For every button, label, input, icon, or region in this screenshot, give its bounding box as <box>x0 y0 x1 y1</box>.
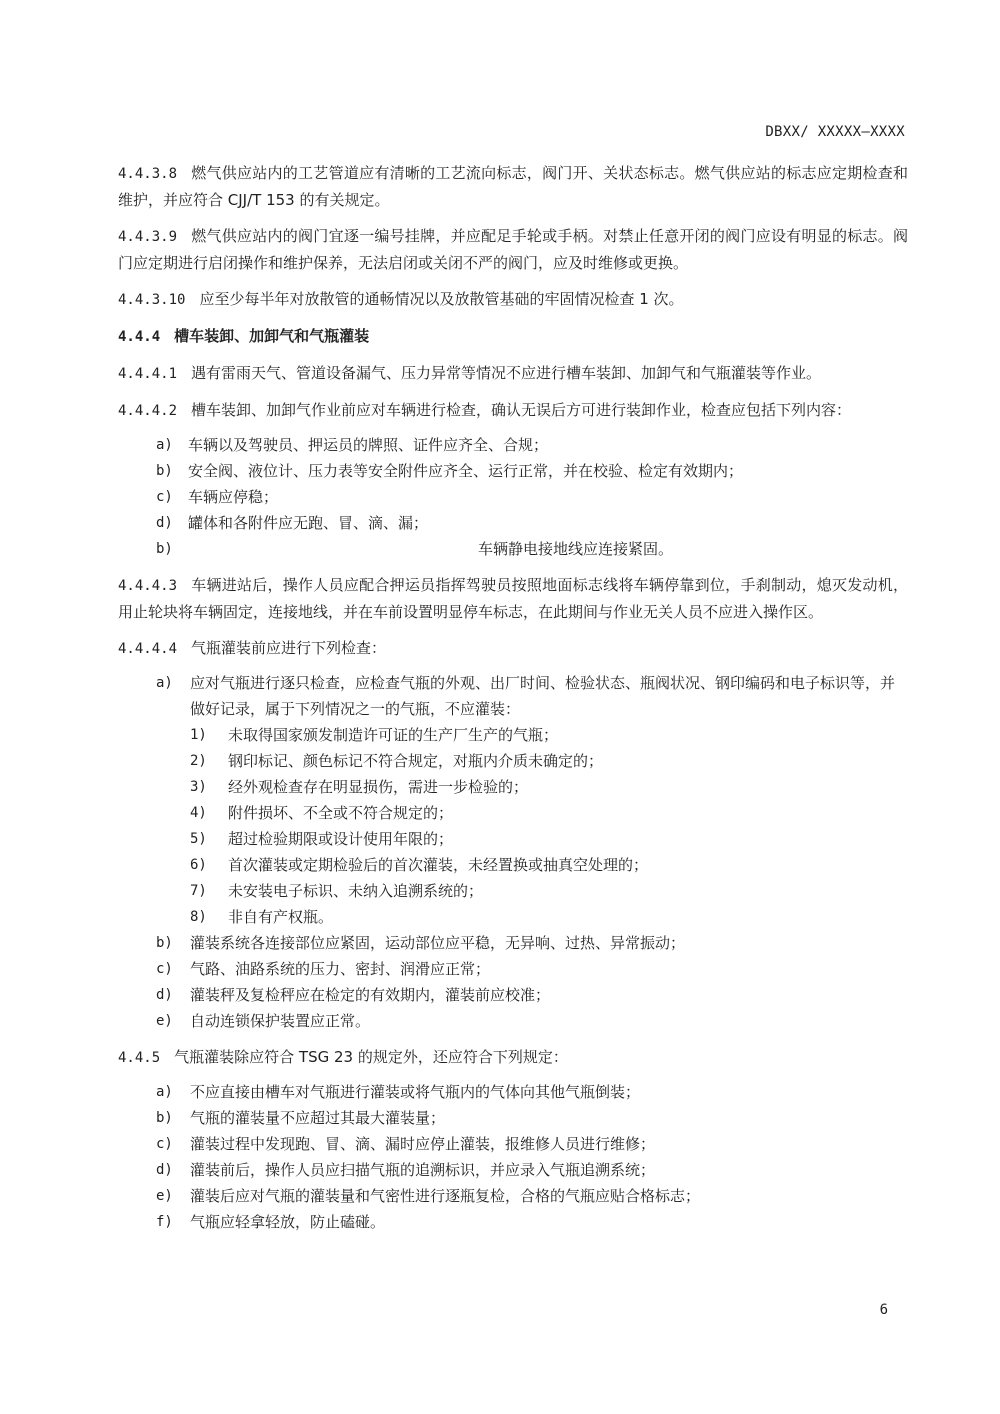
clause-number: 4.4.3.10 <box>118 292 186 308</box>
clause-number: 4.4.3.8 <box>118 166 178 182</box>
item-label: 4) <box>190 805 207 821</box>
sublist-item <box>118 878 908 904</box>
item-text: 气路、油路系统的压力、密封、润滑应正常； <box>190 960 491 978</box>
item-text: 气瓶应轻拿轻放，防止磕碰。 <box>190 1213 386 1231</box>
item-label: 5) <box>190 831 207 847</box>
item-text: 灌装前后，操作人员应扫描气瓶的追溯标识，并应录入气瓶追溯系统； <box>190 1161 656 1179</box>
section-heading-4-4-4 <box>118 323 908 350</box>
item-label: 8) <box>190 909 207 925</box>
clause-4-4-4-2 <box>118 397 908 424</box>
clause-4-4-5 <box>118 1044 908 1071</box>
item-label: e) <box>156 1188 173 1204</box>
item-label: b) <box>156 1110 173 1126</box>
item-text: 非自有产权瓶。 <box>228 908 334 926</box>
list-item <box>118 432 908 458</box>
sublist-item <box>118 722 908 748</box>
clause-text: 槽车装卸、加卸气作业前应对车辆进行检查，确认无误后方可进行装卸作业，检查应包括下列内容： <box>191 401 852 419</box>
list-item <box>118 1105 908 1131</box>
clause-4-4-3-10 <box>118 286 908 313</box>
filling-rules-list <box>118 1079 908 1235</box>
item-label: f) <box>156 1214 173 1230</box>
sublist-item <box>118 826 908 852</box>
clause-number: 4.4.4.2 <box>118 403 178 419</box>
clause-4-4-4-3 <box>118 572 908 625</box>
item-text: 灌装系统各连接部位应紧固，运动部位应平稳，无异响、过热、异常振动； <box>190 934 686 952</box>
item-label: b) <box>156 463 173 479</box>
list-item <box>118 956 908 982</box>
item-text: 经外观检查存在明显损伤，需进一步检验的； <box>228 778 529 796</box>
clause-4-4-4-4 <box>118 635 908 662</box>
clause-4-4-4-1 <box>118 360 908 387</box>
document-body <box>118 160 908 1245</box>
clause-number: 4.4.4.1 <box>118 366 178 382</box>
item-label: 7) <box>190 883 207 899</box>
item-text: 车辆静电接地线应连接紧固。 <box>478 540 674 558</box>
item-text: 未取得国家颁发制造许可证的生产厂生产的气瓶； <box>228 726 559 744</box>
item-label: 3) <box>190 779 207 795</box>
list-item <box>118 536 908 562</box>
list-item <box>118 1008 908 1034</box>
item-label: 6) <box>190 857 207 873</box>
clause-text: 遇有雷雨天气、管道设备漏气、压力异常等情况不应进行槽车装卸、加卸气和气瓶灌装等作业。 <box>191 364 822 382</box>
item-label: b) <box>156 935 173 951</box>
item-text: 灌装过程中发现跑、冒、滴、漏时应停止灌装，报维修人员进行维修； <box>190 1135 656 1153</box>
clause-text: 气瓶灌装除应符合 TSG 23 的规定外，还应符合下列规定： <box>174 1048 568 1066</box>
item-label: a) <box>156 1084 173 1100</box>
clause-number: 4.4.4.4 <box>118 641 178 657</box>
list-item <box>118 458 908 484</box>
item-label: c) <box>156 961 173 977</box>
item-label: e) <box>156 1013 173 1029</box>
clause-4-4-3-8 <box>118 160 908 213</box>
sublist-item <box>118 904 908 930</box>
item-text: 罐体和各附件应无跑、冒、滴、漏； <box>188 514 429 532</box>
item-text: 车辆应停稳； <box>188 488 279 506</box>
cylinder-check-list <box>118 670 908 1034</box>
clause-number: 4.4.4.3 <box>118 578 178 594</box>
list-item <box>118 930 908 956</box>
item-label: a) <box>156 675 173 691</box>
clause-4-4-3-9 <box>118 223 908 276</box>
item-label: c) <box>156 1136 173 1152</box>
list-item <box>118 1157 908 1183</box>
sublist-item <box>118 774 908 800</box>
clause-text: 车辆进站后，操作人员应配合押运员指挥驾驶员按照地面标志线将车辆停靠到位，手刹制动，熄灭发动机，用止轮块将车辆固定，连接地线，并在车前设置明显停车标志，在此期间与作业无关人员不应进入操作区。 <box>118 576 908 621</box>
item-label: b) <box>156 541 173 557</box>
list-item <box>118 1183 908 1209</box>
vehicle-check-list <box>118 432 908 562</box>
item-text: 钢印标记、颜色标记不符合规定，对瓶内介质未确定的； <box>228 752 604 770</box>
item-text: 应对气瓶进行逐只检查，应检查气瓶的外观、出厂时间、检验状态、瓶阀状况、钢印编码和电子标识等，并做好记录，属于下列情况之一的气瓶，不应灌装： <box>190 674 896 718</box>
list-item <box>118 1209 908 1235</box>
item-label: 1) <box>190 727 207 743</box>
item-text: 超过检验期限或设计使用年限的； <box>228 830 454 848</box>
section-number: 4.4.4 <box>118 329 161 345</box>
item-text: 不应直接由槽车对气瓶进行灌装或将气瓶内的气体向其他气瓶倒装； <box>190 1083 641 1101</box>
item-text: 首次灌装或定期检验后的首次灌装，未经置换或抽真空处理的； <box>228 856 649 874</box>
list-item <box>118 1131 908 1157</box>
list-item <box>118 510 908 536</box>
item-label: d) <box>156 987 173 1003</box>
item-text: 气瓶的灌装量不应超过其最大灌装量； <box>190 1109 446 1127</box>
item-text: 灌装后应对气瓶的灌装量和气密性进行逐瓶复检，合格的气瓶应贴合格标志； <box>190 1187 701 1205</box>
clause-text: 气瓶灌装前应进行下列检查： <box>191 639 387 657</box>
item-label: d) <box>156 1162 173 1178</box>
item-text: 附件损坏、不全或不符合规定的； <box>228 804 454 822</box>
standard-code: DBXX/ XXXXX—XXXX <box>765 124 905 140</box>
sublist-item <box>118 748 908 774</box>
item-label: a) <box>156 437 173 453</box>
item-label: 2) <box>190 753 207 769</box>
sublist-item <box>118 800 908 826</box>
cylinder-reject-sublist <box>118 722 908 930</box>
section-title: 槽车装卸、加卸气和气瓶灌装 <box>174 327 370 345</box>
clause-text: 应至少每半年对放散管的通畅情况以及放散管基础的牢固情况检查 1 次。 <box>199 290 684 308</box>
list-item <box>118 670 908 722</box>
clause-text: 燃气供应站内的阀门宜逐一编号挂牌，并应配足手轮或手柄。对禁止任意开闭的阀门应设有明显的标志。阀门应定期进行启闭操作和维护保养，无法启闭或关闭不严的阀门，应及时维修或更换。 <box>118 227 908 272</box>
item-text: 安全阀、液位计、压力表等安全附件应齐全、运行正常，并在校验、检定有效期内； <box>188 462 744 480</box>
clause-number: 4.4.5 <box>118 1050 161 1066</box>
item-text: 自动连锁保护装置应正常。 <box>190 1012 371 1030</box>
item-text: 未安装电子标识、未纳入追溯系统的； <box>228 882 484 900</box>
item-text: 车辆以及驾驶员、押运员的牌照、证件应齐全、合规； <box>188 436 549 454</box>
clause-text: 燃气供应站内的工艺管道应有清晰的工艺流向标志，阀门开、关状态标志。燃气供应站的标志应定期检查和维护，并应符合 CJJ/T 153 的有关规定。 <box>118 164 908 209</box>
list-item <box>118 982 908 1008</box>
item-label: d) <box>156 515 173 531</box>
item-text: 灌装秤及复检秤应在检定的有效期内，灌装前应校准； <box>190 986 551 1004</box>
item-label: c) <box>156 489 173 505</box>
sublist-item <box>118 852 908 878</box>
page-number: 6 <box>879 1302 888 1318</box>
clause-number: 4.4.3.9 <box>118 229 178 245</box>
list-item <box>118 1079 908 1105</box>
list-item <box>118 484 908 510</box>
